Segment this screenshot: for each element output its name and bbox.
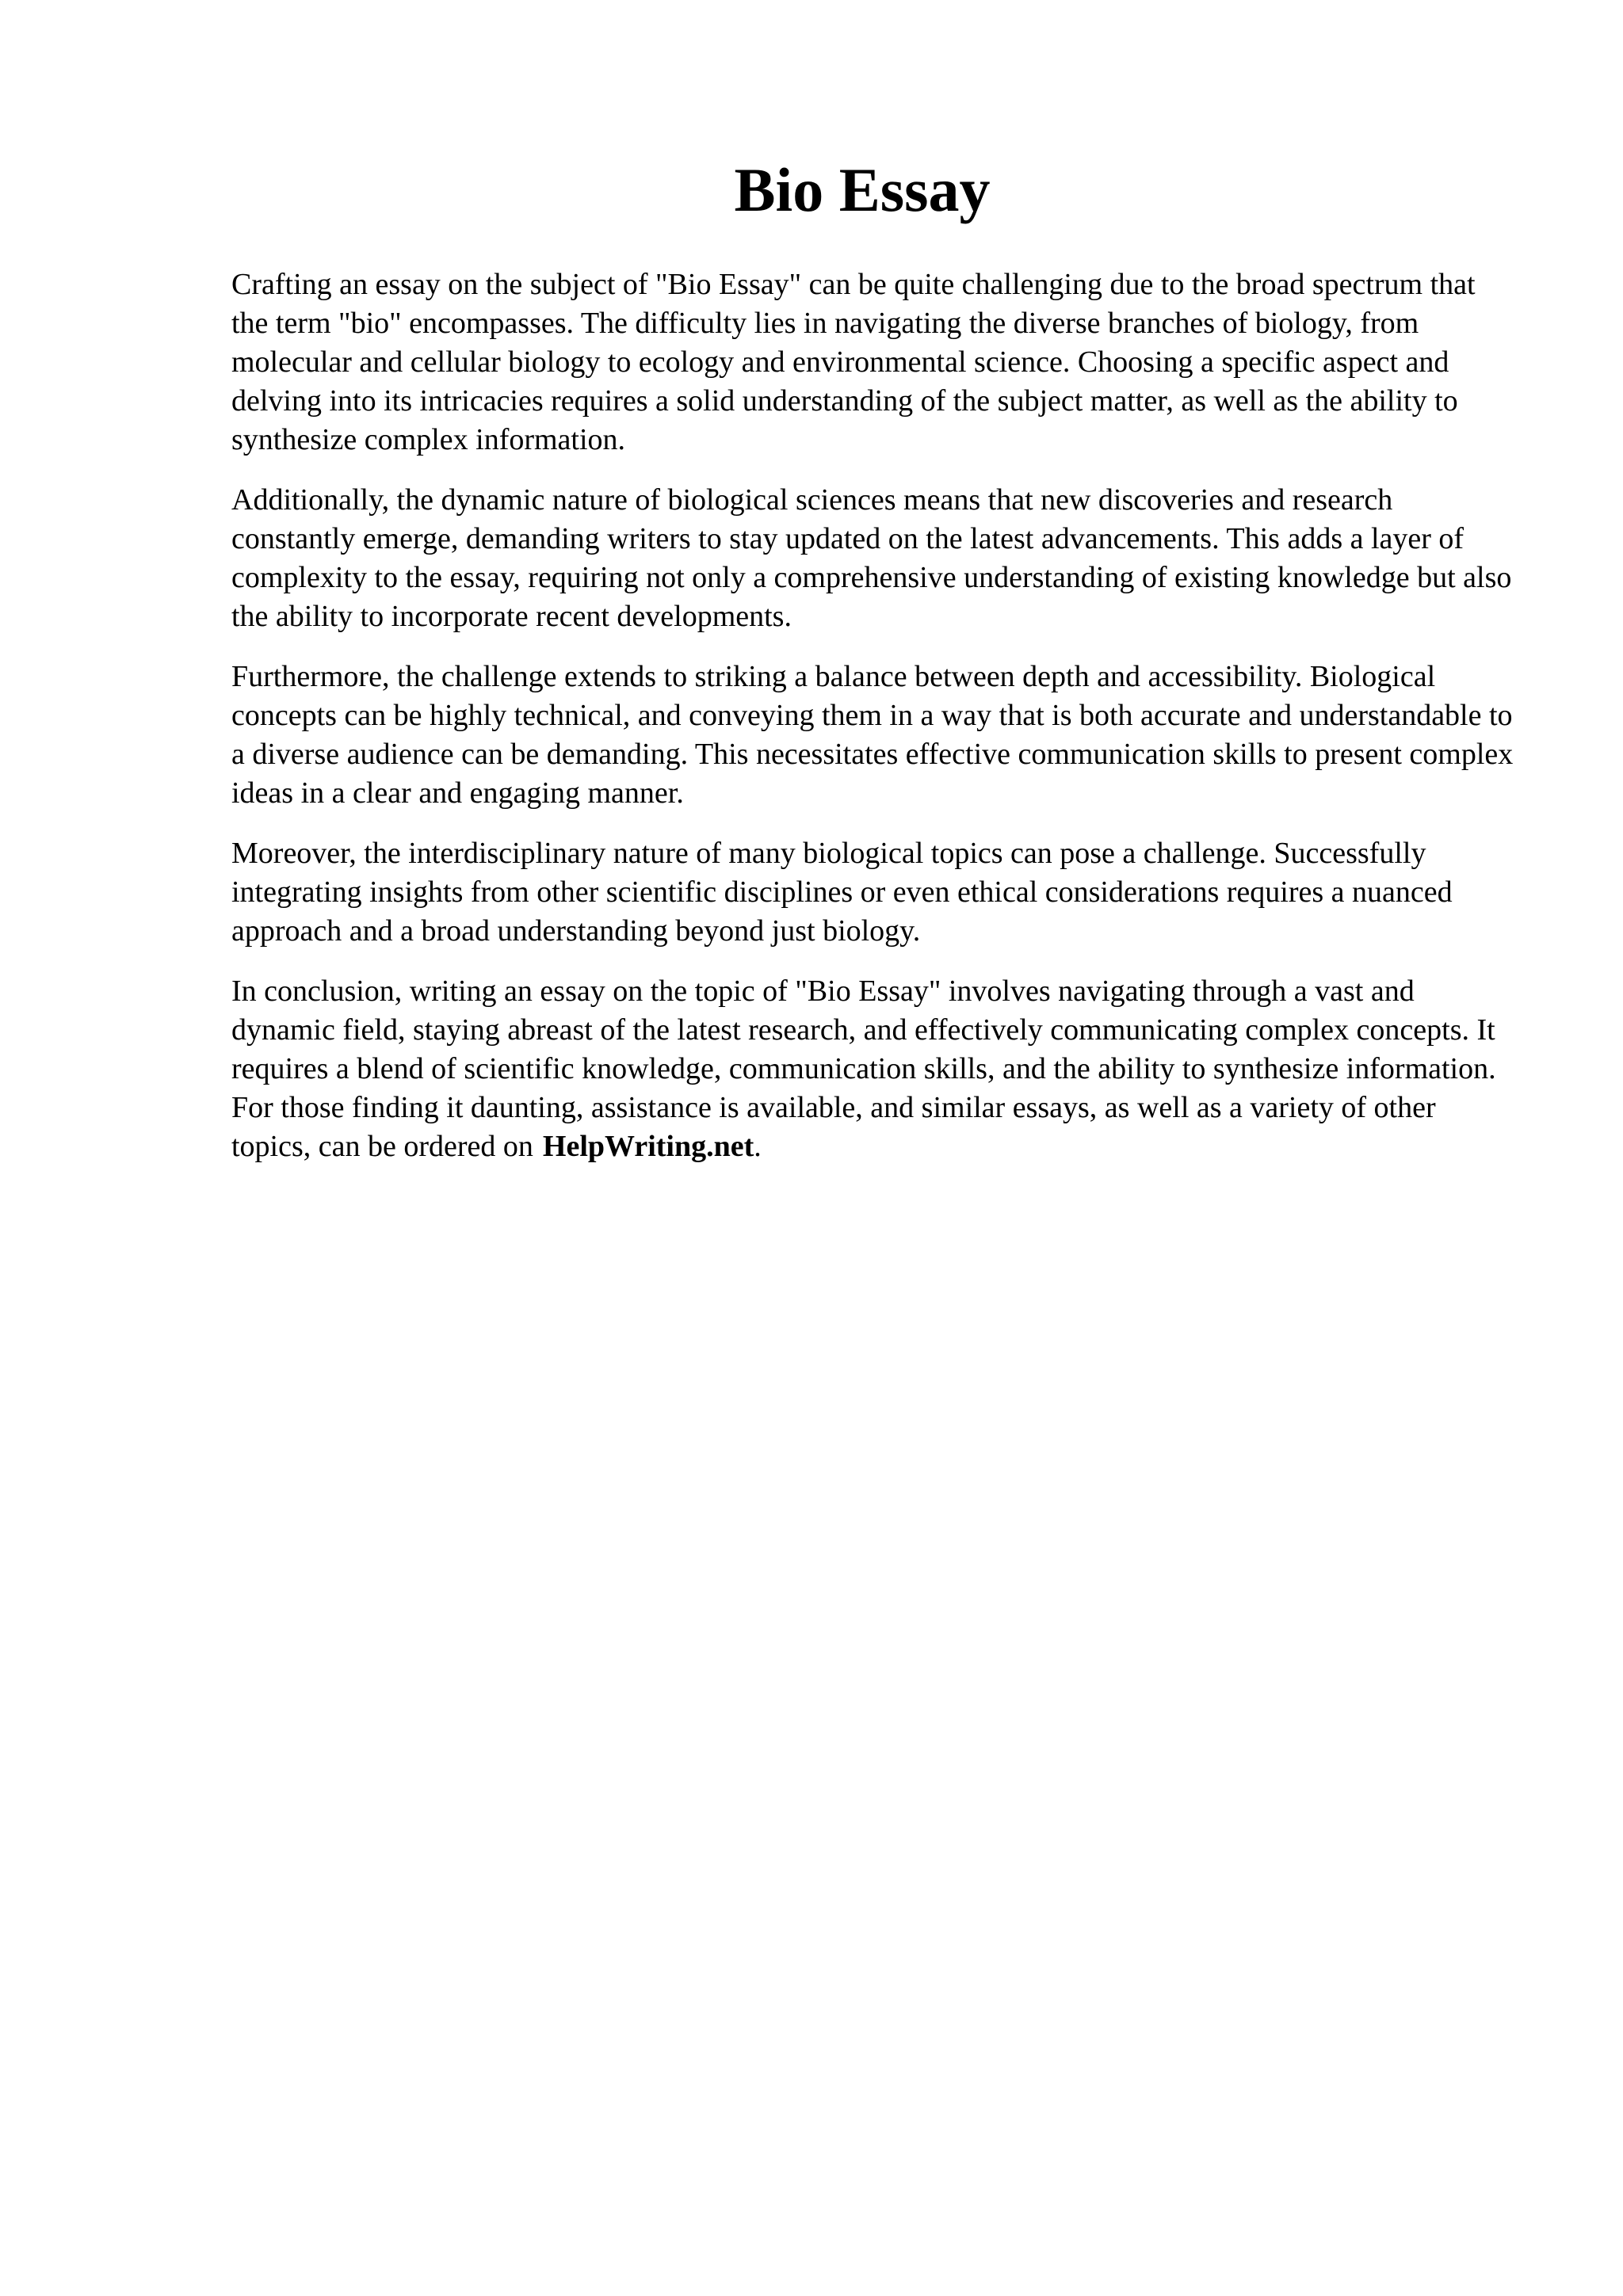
paragraph-2: Additionally, the dynamic nature of biological sciences means that new discoveries and research constantly emerge, demanding writers to stay updated on the latest advancements. This adds a layer of complexity to the essay, requiring not only a comprehensive understanding of existing knowledge but also the ability to incorporate recent developments. — [231, 483, 1512, 633]
brand-link[interactable]: HelpWriting.net — [542, 1130, 754, 1163]
paragraph-conclusion — [231, 972, 1515, 1166]
paragraph-3: Furthermore, the challenge extends to striking a balance between depth and accessibility. Biological concepts can be highly technical, and conveying them in a way that is both accurate and understandable to a diverse audience can be demanding. This necessitates effective communication skills to present complex ideas in a clear and engaging manner. — [231, 660, 1514, 810]
conclusion-period: . — [754, 1130, 762, 1163]
paragraph-1: Crafting an essay on the subject of "Bio Essay" can be quite challenging due to the broad spectrum that the term "bio" encompasses. The difficulty lies in navigating the diverse branches of biology, from molecular and cellular biology to ecology and environmental science. Choosing a specific aspect and delving into its intricacies requires a solid understanding of the subject matter, as well as the ability to synthesize complex information. — [231, 268, 1476, 456]
paragraph-4: Moreover, the interdisciplinary nature of many biological topics can pose a challenge. Successfully integrating insights from other scientific disciplines or even ethical considerations requires a nuanced approach and a broad understanding beyond just biology. — [231, 837, 1453, 948]
conclusion-text: In conclusion, writing an essay on the topic of "Bio Essay" involves navigating through a vast and dynamic field, staying abreast of the latest research, and effectively communicating complex concepts. It requires a blend of scientific knowledge, communication skills, and the ability to synthesize information. For those finding it daunting, assistance is available, and similar essays, as well as a variety of other topics, can be ordered on — [231, 974, 1496, 1163]
page-title: Bio Essay — [734, 155, 991, 224]
essay-body — [231, 265, 1515, 1188]
